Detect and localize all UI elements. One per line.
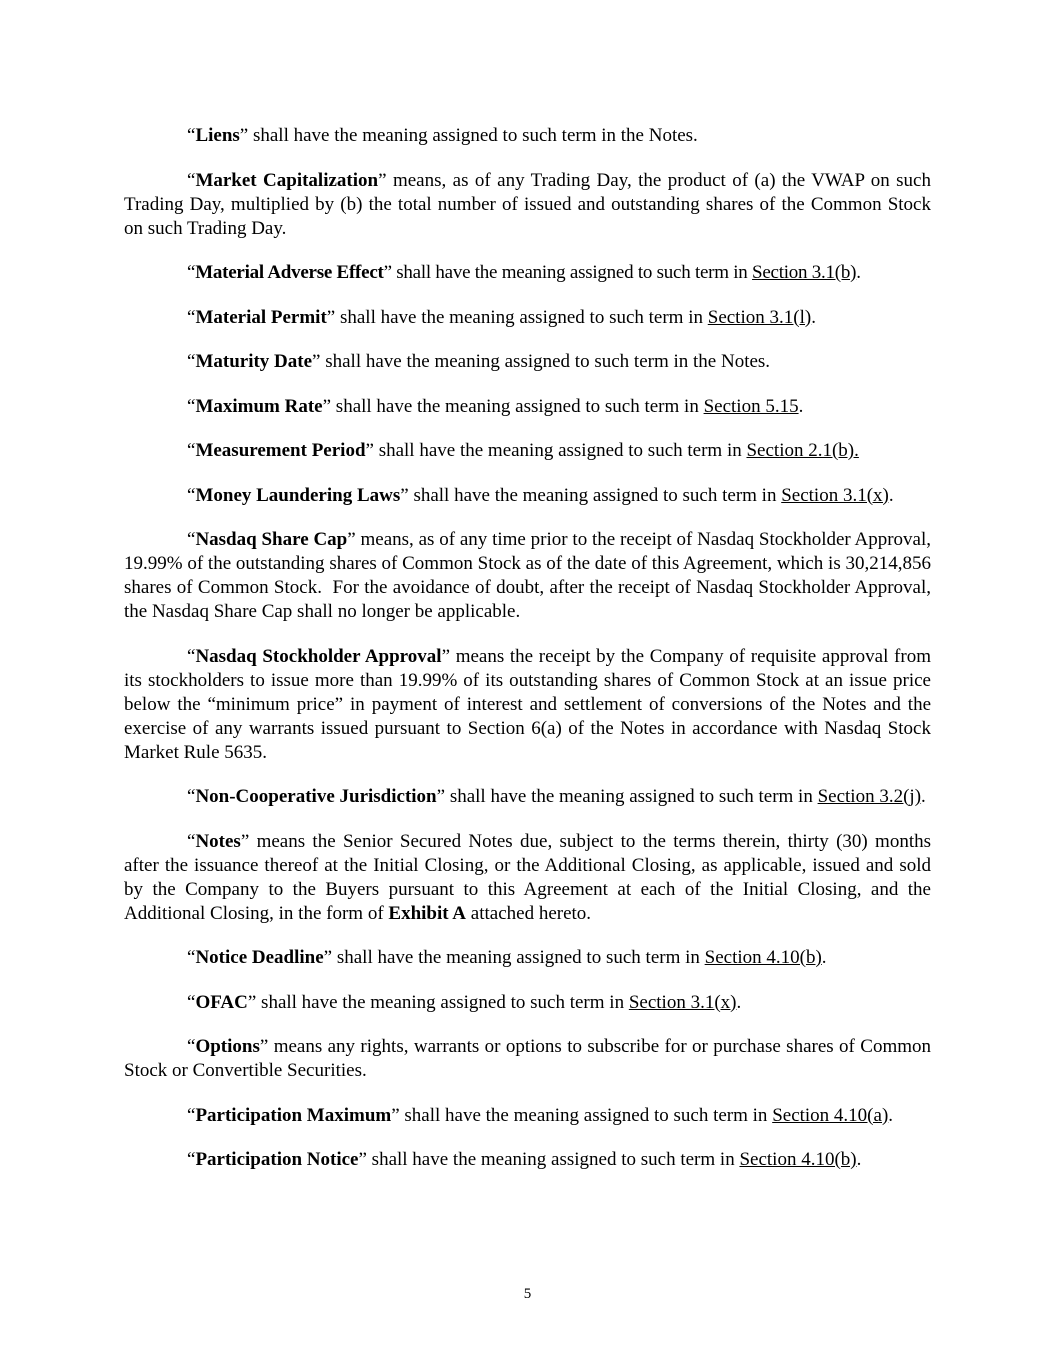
- definition-notice-deadline: “Notice Deadline” shall have the meaning assigned to such term in Section 4.10(b).: [187, 947, 827, 968]
- section-reference[interactable]: Section 4.10(b): [704, 947, 822, 968]
- defined-term: Material Adverse Effect: [195, 262, 384, 283]
- definition-liens: “Liens” shall have the meaning assigned to such term in the Notes.: [187, 125, 698, 146]
- section-reference[interactable]: Section 3.2(j): [817, 786, 922, 807]
- defined-term: Market Capitalization: [195, 169, 379, 191]
- section-reference[interactable]: Section 4.10(a): [772, 1104, 889, 1126]
- definition-options: “Options” means any rights, warrants or options to subscribe for or purchase shares of Common Stock or Convertible Securities.: [124, 1036, 931, 1081]
- definition-tail: .: [856, 262, 861, 283]
- defined-term: Participation Notice: [195, 1149, 359, 1170]
- definition-money-laundering-laws: “Money Laundering Laws” shall have the meaning assigned to such term in Section 3.1(x).: [187, 484, 894, 506]
- definition-text: shall have the meaning assigned to such term in: [413, 484, 777, 506]
- definition-material-permit: “Material Permit” shall have the meaning assigned to such term in Section 3.1(l).: [187, 306, 816, 328]
- definition-market-capitalization: “Market Capitalization” means, as of any Trading Day, the product of (a) the VWAP on such Trading Day, multiplied by (b) the total number of issued and outstanding shares of the Common Stock on such Trading Day.: [124, 169, 931, 239]
- definition-ofac: “OFAC” shall have the meaning assigned to such term in Section 3.1(x).: [187, 991, 742, 1013]
- definition-maturity-date: “Maturity Date” shall have the meaning assigned to such term in the Notes.: [187, 351, 771, 372]
- definition-nasdaq-share-cap: “Nasdaq Share Cap” means, as of any time prior to the receipt of Nasdaq Stockholder Approval, 19.99% of the outstanding shares of Common Stock as of the date of this Agreement, which is 30,214,856 shares of Common Stock. For the avoidance of doubt, after the receipt of Nasdaq Stockholder Approval, the Nasdaq Share Cap shall no longer be applicable.: [124, 529, 936, 622]
- definition-text: means any rights, warrants or options to subscribe for or purchase shares of Common Stock or Convertible Securities.: [124, 1036, 931, 1081]
- definition-tail: .: [888, 484, 894, 506]
- definition-text: shall have the meaning assigned to such term in: [404, 1104, 768, 1126]
- exhibit-reference: Exhibit A: [388, 902, 467, 924]
- definition-notes: “Notes” means the Senior Secured Notes due, subject to the terms therein, thirty (30) months after the issuance thereof at the Initial Closing, or the Additional Closing, as applicable, issued and sold by the Company to the Buyers pursuant to this Agreement at each of the Initial Closing, and the Additional Closing, in the form of Exhibit A attached hereto.: [124, 830, 931, 924]
- definition-text: shall have the meaning assigned to such term in: [339, 306, 703, 328]
- defined-term: Liens: [195, 125, 240, 146]
- defined-term: Measurement Period: [195, 440, 366, 461]
- section-reference[interactable]: Section 3.1(b): [752, 262, 857, 283]
- definition-text: shall have the meaning assigned to such term in: [335, 395, 699, 417]
- definition-text: shall have the meaning assigned to such term in: [449, 786, 813, 807]
- defined-term: Participation Maximum: [195, 1104, 392, 1126]
- page-number: 5: [523, 1286, 532, 1302]
- definition-tail: .: [821, 947, 827, 968]
- section-reference[interactable]: Section 3.1(x): [628, 991, 737, 1013]
- section-reference[interactable]: Section 3.1(x): [781, 484, 889, 506]
- definition-text: shall have the meaning assigned to such term in: [396, 262, 748, 283]
- definition-text: means the Senior Secured Notes due, subject to the terms therein, thirty (30) months after the issuance thereof at the Initial Closing, or the Additional Closing, as applicable, issued and sold by the Company to the Buyers pursuant to this Agreement at each of the Initial Closing, and the Additional Closing, in the form of: [124, 830, 931, 924]
- section-reference[interactable]: Section 2.1(b).: [746, 440, 859, 461]
- definition-tail: .: [736, 991, 742, 1013]
- definition-text: means the receipt by the Company of requisite approval from its stockholders to issue more than 19.99% of its outstanding shares of Common Stock at an issue price below the “minimum price” in payment of interest and settlement of conversions of the Notes and the exercise of any warrants issued pursuant to Section 6(a) of the Notes in accordance with Nasdaq Stock Market Rule 5635.: [124, 645, 931, 763]
- definition-tail: attached hereto.: [466, 902, 592, 924]
- defined-term: Nasdaq Share Cap: [195, 529, 348, 550]
- definition-material-adverse-effect: “Material Adverse Effect” shall have the meaning assigned to such term in Section 3.1(b).: [187, 262, 861, 283]
- definition-participation-notice: “Participation Notice” shall have the meaning assigned to such term in Section 4.10(b).: [187, 1149, 862, 1170]
- definition-text: shall have the meaning assigned to such term in: [378, 440, 742, 461]
- definition-tail: .: [888, 1104, 894, 1126]
- defined-term: Money Laundering Laws: [195, 484, 401, 506]
- definition-text: means, as of any Trading Day, the product of (a) the VWAP on such Trading Day, multiplied by (b) the total number of issued and outstanding shares of the Common Stock on such Trading Day.: [124, 169, 931, 239]
- definition-text: shall have the meaning assigned to such term in: [261, 991, 625, 1013]
- definition-tail: .: [921, 786, 926, 807]
- definition-tail: .: [856, 1149, 862, 1170]
- definition-nasdaq-stockholder-approval: “Nasdaq Stockholder Approval” means the receipt by the Company of requisite approval from its stockholders to issue more than 19.99% of its outstanding shares of Common Stock at an issue price below the “minimum price” in payment of interest and settlement of conversions of the Notes and the exercise of any warrants issued pursuant to Section 6(a) of the Notes in accordance with Nasdaq Stock Market Rule 5635.: [124, 645, 931, 763]
- definition-text: shall have the meaning assigned to such term in the Notes.: [325, 351, 771, 372]
- defined-term: Notice Deadline: [195, 947, 324, 968]
- defined-term: Material Permit: [195, 306, 327, 328]
- definition-tail: .: [811, 306, 816, 328]
- document-page: [124, 124, 936, 1193]
- section-reference[interactable]: Section 4.10(b): [739, 1149, 857, 1170]
- defined-term: Nasdaq Stockholder Approval: [195, 645, 442, 667]
- definition-text: shall have the meaning assigned to such term in the Notes.: [252, 125, 698, 146]
- section-reference[interactable]: Section 5.15: [703, 395, 799, 417]
- definition-text: shall have the meaning assigned to such term in: [336, 947, 700, 968]
- definition-text: means, as of any time prior to the receipt of Nasdaq Stockholder Approval, 19.99% of the outstanding shares of Common Stock as of the date of this Agreement, which is 30,214,856 shares of Common Stock. For the avoidance of doubt, after the receipt of Nasdaq Stockholder Approval, the Nasdaq Share Cap shall no longer be applicable.: [124, 529, 936, 622]
- definition-non-cooperative-jurisdiction: “Non-Cooperative Jurisdiction” shall have the meaning assigned to such term in Section 3.2(j).: [187, 786, 926, 807]
- defined-term: Maturity Date: [195, 351, 313, 372]
- defined-term: OFAC: [195, 991, 248, 1013]
- definition-text: shall have the meaning assigned to such term in: [371, 1149, 735, 1170]
- defined-term: Notes: [195, 830, 241, 852]
- definition-participation-maximum: “Participation Maximum” shall have the meaning assigned to such term in Section 4.10(a).: [187, 1104, 894, 1126]
- defined-term: Maximum Rate: [195, 395, 323, 417]
- definition-measurement-period: “Measurement Period” shall have the meaning assigned to such term in Section 2.1(b).: [187, 440, 859, 461]
- definition-tail: .: [798, 395, 804, 417]
- defined-term: Non-Cooperative Jurisdiction: [195, 786, 437, 807]
- section-reference[interactable]: Section 3.1(l): [707, 306, 812, 328]
- defined-term: Options: [195, 1036, 260, 1057]
- definition-maximum-rate: “Maximum Rate” shall have the meaning assigned to such term in Section 5.15.: [187, 395, 804, 417]
